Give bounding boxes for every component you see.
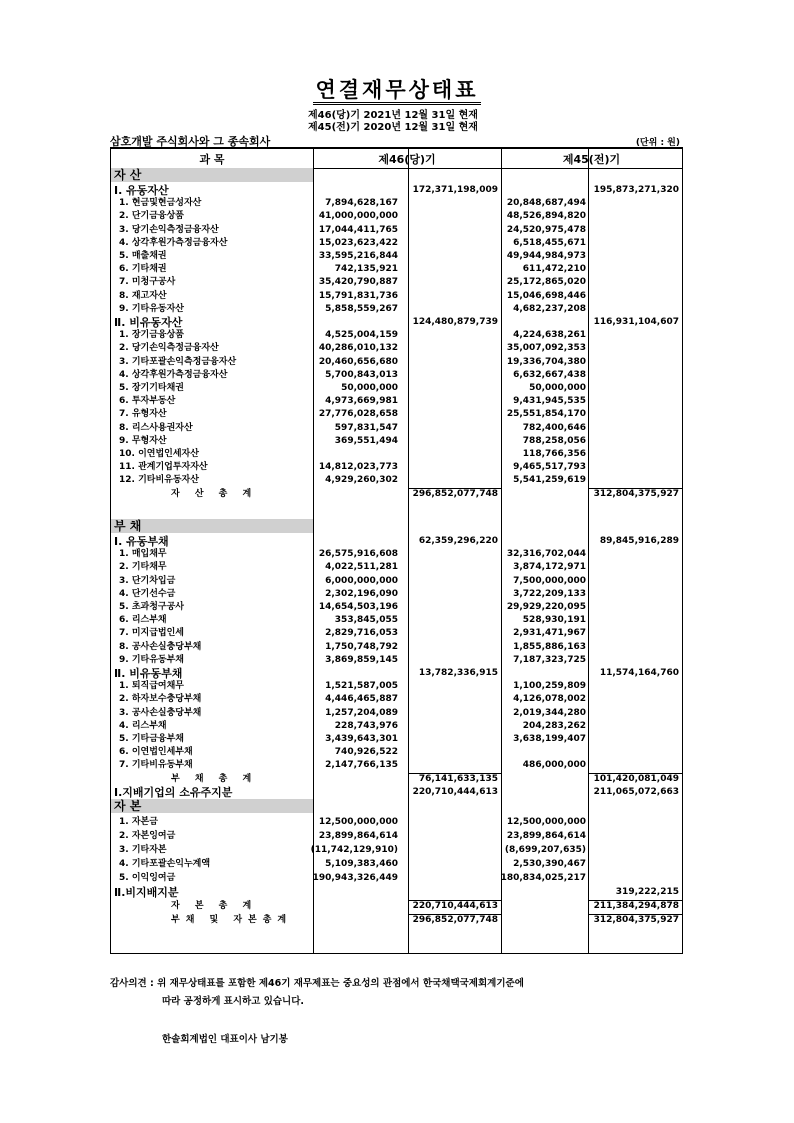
account-label: 2. 단기금융상품 — [119, 211, 184, 222]
account-label: Ⅱ. 비유동자산 — [114, 316, 183, 329]
prior-amount: 5,541,259,619 — [513, 475, 586, 486]
prior-amount: 4,682,237,208 — [513, 303, 586, 314]
account-label: Ⅱ.비지배지분 — [114, 886, 179, 899]
prior-amount: 788,258,056 — [522, 435, 586, 446]
table-row — [111, 435, 682, 448]
subtotal-row — [111, 786, 682, 799]
prior-amount: 195,873,271,320 — [593, 185, 679, 195]
prior-amount: 1,100,259,809 — [513, 681, 586, 692]
audit-opinion-line2: 따라 공정하게 표시하고 있습니다. — [162, 996, 305, 1007]
subtotal-row — [111, 535, 682, 548]
current-amount: 740,926,522 — [334, 747, 398, 758]
prior-amount: 19,336,704,380 — [506, 356, 586, 367]
account-label: 1. 퇴직급여채무 — [119, 681, 184, 692]
table-row — [111, 627, 682, 640]
table-row — [111, 830, 682, 843]
table-row — [111, 448, 682, 461]
table-row — [111, 548, 682, 561]
prior-amount: 35,007,092,353 — [506, 343, 586, 354]
table-row — [111, 601, 682, 614]
table-row — [111, 210, 682, 223]
account-label: 2. 당기손익측정금융자산 — [119, 343, 219, 354]
prior-amount: 50,000,000 — [529, 383, 586, 393]
current-amount: 6,000,000,000 — [325, 575, 398, 586]
account-label: 8. 공사손실충당부채 — [119, 641, 202, 652]
table-row — [111, 237, 682, 250]
total-rule — [408, 900, 501, 901]
table-row — [111, 342, 682, 355]
prior-amount: 9,465,517,793 — [513, 462, 586, 473]
prior-amount: 101,420,081,049 — [593, 773, 679, 784]
prior-amount: 4,224,638,261 — [513, 330, 586, 341]
prior-amount: 486,000,000 — [522, 760, 586, 771]
prior-amount: 782,400,646 — [522, 422, 586, 433]
account-label: 4. 상각후원가측정금융자산 — [119, 369, 228, 380]
account-label: 9. 기타유동부채 — [119, 654, 184, 665]
table-row — [111, 816, 682, 829]
current-amount: 369,551,494 — [334, 435, 398, 446]
account-label: 11. 관계기업투자자산 — [119, 462, 208, 473]
current-amount: 76,141,633,135 — [418, 773, 498, 784]
balance-sheet-table — [110, 147, 683, 954]
table-row — [111, 707, 682, 720]
total-rule — [588, 914, 682, 915]
current-amount: 228,743,976 — [334, 720, 398, 731]
table-row — [111, 276, 682, 289]
prior-amount: 25,551,854,170 — [506, 409, 586, 420]
current-amount: 2,147,766,135 — [325, 760, 398, 771]
account-label: 3. 기타포괄손익측정금융자산 — [119, 356, 237, 367]
table-row — [111, 858, 682, 871]
header-current: 제46(당)기 — [378, 153, 436, 166]
auditor-signature: 한솔회계법인 대표이사 남기봉 — [162, 1034, 288, 1045]
current-amount: 220,710,444,613 — [412, 901, 498, 911]
current-amount: 296,852,077,748 — [412, 915, 498, 925]
table-row — [111, 224, 682, 237]
prior-amount: 12,500,000,000 — [506, 817, 586, 827]
subtotal-row — [111, 886, 682, 899]
account-label: 3. 공사손실충당부채 — [119, 707, 202, 718]
account-label: 9. 무형자산 — [119, 435, 167, 446]
account-label: 7. 미청구공사 — [119, 277, 176, 288]
table-row — [111, 614, 682, 627]
current-amount: 40,286,010,132 — [318, 343, 398, 354]
account-label: 자 산 총 계 — [171, 488, 258, 499]
current-amount: 17,044,411,765 — [318, 224, 398, 235]
total-rule — [588, 488, 682, 489]
account-label: 자 본 총 계 — [171, 901, 258, 911]
prior-amount: 116,931,104,607 — [593, 317, 679, 327]
table-row — [111, 654, 682, 667]
header-prior: 제45(전)기 — [562, 153, 621, 166]
period-prior: 제45(전)기 2020년 12월 31일 현재 — [308, 122, 478, 133]
account-label: 2. 자본잉여금 — [119, 831, 176, 841]
section-heading: 부 채 — [111, 519, 313, 533]
total-rule — [588, 900, 682, 901]
prior-amount: 211,065,072,663 — [593, 786, 679, 797]
prior-amount: 11,574,164,760 — [599, 668, 679, 678]
current-amount: 597,831,547 — [334, 422, 398, 433]
header-account: 과 목 — [199, 153, 225, 166]
account-label: 4. 상각후원가측정금융자산 — [119, 237, 228, 248]
account-label: 7. 유형자산 — [119, 409, 167, 420]
current-amount: 5,109,383,460 — [325, 859, 398, 869]
table-row — [111, 329, 682, 342]
current-amount: 124,480,879,739 — [412, 317, 498, 327]
company-name: 삼호개발 주식회사와 그 종속회사 — [110, 135, 271, 148]
period-current: 제46(당)기 2021년 12월 31일 현재 — [308, 110, 478, 121]
prior-amount: 211,384,294,878 — [593, 901, 679, 911]
current-amount: 14,654,503,196 — [318, 602, 398, 612]
prior-amount: 29,929,220,095 — [506, 602, 586, 612]
total-row — [111, 900, 682, 913]
account-label: 5. 기타금융부채 — [119, 734, 184, 744]
account-label: Ⅰ. 유동자산 — [114, 184, 169, 197]
account-label: 5. 초과청구공사 — [119, 602, 184, 612]
current-amount: 27,776,028,658 — [318, 409, 398, 420]
current-amount: 62,359,296,220 — [418, 536, 498, 546]
table-row — [111, 693, 682, 706]
account-label: Ⅰ. 유동부채 — [114, 535, 169, 548]
account-label: 7. 미지급법인세 — [119, 628, 184, 639]
table-row — [111, 290, 682, 303]
current-amount: 1,750,748,792 — [325, 641, 398, 652]
table-row — [111, 422, 682, 435]
account-label: 1. 매입채무 — [119, 549, 167, 560]
unit-label: (단위 : 원) — [635, 138, 680, 148]
table-row — [111, 680, 682, 693]
account-label: 부채 및 자본총계 — [171, 915, 293, 925]
account-label: 6. 투자부동산 — [119, 396, 176, 407]
table-row — [111, 461, 682, 474]
account-label: 6. 기타채권 — [119, 264, 167, 275]
prior-amount: 89,845,916,289 — [599, 536, 679, 546]
current-amount: 1,521,587,005 — [325, 681, 398, 692]
current-amount: 220,710,444,613 — [412, 786, 498, 797]
account-label: 1. 자본금 — [119, 817, 158, 827]
account-label: 5. 매출채권 — [119, 251, 167, 261]
prior-amount: 9,431,945,535 — [513, 396, 586, 407]
current-amount: 13,782,336,915 — [418, 668, 498, 678]
current-amount: 353,845,055 — [334, 615, 398, 626]
current-amount: 3,439,643,301 — [325, 734, 398, 744]
prior-amount: 118,766,356 — [522, 449, 586, 459]
current-amount: 5,858,559,267 — [325, 303, 398, 314]
prior-amount: 3,874,172,971 — [513, 562, 586, 573]
current-amount: 20,460,656,680 — [318, 356, 398, 367]
prior-amount: 312,804,375,927 — [593, 915, 679, 925]
prior-amount: (8,699,207,635) — [504, 845, 586, 855]
current-amount: 26,575,916,608 — [318, 549, 398, 560]
current-amount: 50,000,000 — [341, 383, 398, 393]
current-amount: (11,742,129,910) — [310, 845, 398, 855]
current-amount: 4,973,669,981 — [325, 396, 398, 407]
account-label: 4. 단기선수금 — [119, 588, 176, 599]
table-row — [111, 561, 682, 574]
prior-amount: 4,126,078,002 — [513, 694, 586, 705]
account-label: Ⅰ.지배기업의 소유주지분 — [114, 785, 233, 799]
current-amount: 23,899,864,614 — [318, 831, 398, 841]
account-label: 9. 기타유동자산 — [119, 303, 184, 314]
account-label: 3. 당기손익측정금융자산 — [119, 224, 219, 235]
prior-amount: 3,638,199,407 — [513, 734, 586, 744]
prior-amount: 2,530,390,467 — [513, 859, 586, 869]
current-amount: 4,446,465,887 — [325, 694, 398, 705]
table-row — [111, 263, 682, 276]
current-amount: 4,525,004,159 — [325, 330, 398, 341]
prior-amount: 528,930,191 — [522, 615, 586, 626]
prior-amount: 23,899,864,614 — [506, 831, 586, 841]
account-label: 8. 재고자산 — [119, 290, 167, 301]
table-row — [111, 872, 682, 885]
prior-amount: 2,931,471,967 — [513, 628, 586, 639]
current-amount: 15,023,623,422 — [318, 237, 398, 248]
prior-amount: 48,526,894,820 — [506, 211, 586, 222]
table-row — [111, 382, 682, 395]
table-row — [111, 369, 682, 382]
prior-amount: 20,848,687,494 — [506, 198, 586, 209]
current-amount: 1,257,204,089 — [325, 707, 398, 718]
account-label: 부 채 총 계 — [171, 773, 258, 784]
account-label: 10. 이연법인세자산 — [119, 449, 199, 459]
current-amount: 14,812,023,773 — [318, 462, 398, 473]
table-row — [111, 197, 682, 210]
total-rule — [408, 773, 501, 774]
prior-amount: 312,804,375,927 — [593, 488, 679, 499]
section-heading: 자 본 — [111, 799, 313, 813]
table-row — [111, 356, 682, 369]
total-row — [111, 488, 682, 501]
current-amount: 4,929,260,302 — [325, 475, 398, 486]
current-amount: 5,700,843,013 — [325, 369, 398, 380]
account-label: 3. 단기차입금 — [119, 575, 176, 586]
prior-amount: 204,283,262 — [522, 720, 586, 731]
account-label: 2. 하자보수충당부채 — [119, 694, 202, 705]
total-rule — [408, 914, 501, 915]
prior-amount: 32,316,702,044 — [506, 549, 586, 560]
account-label: 1. 현금및현금성자산 — [119, 198, 202, 209]
account-label: 6. 리스부채 — [119, 615, 167, 626]
table-row — [111, 395, 682, 408]
current-amount: 296,852,077,748 — [412, 488, 498, 499]
table-row — [111, 303, 682, 316]
total-rule — [408, 488, 501, 489]
current-amount: 12,500,000,000 — [318, 817, 398, 827]
prior-amount: 2,019,344,280 — [513, 707, 586, 718]
prior-amount: 24,520,975,478 — [506, 224, 586, 235]
subtotal-row — [111, 184, 682, 197]
table-row — [111, 250, 682, 263]
current-amount: 33,595,216,844 — [318, 251, 398, 261]
account-label: 12. 기타비유동자산 — [119, 475, 199, 486]
account-label: 6. 이연법인세부채 — [119, 747, 193, 758]
table-row — [111, 408, 682, 421]
prior-amount: 1,855,886,163 — [513, 641, 586, 652]
account-label: 3. 기타자본 — [119, 845, 167, 855]
section-heading: 자 산 — [111, 168, 313, 182]
subtotal-row — [111, 667, 682, 680]
current-amount: 35,420,790,887 — [318, 277, 398, 288]
current-amount: 190,943,326,449 — [312, 873, 398, 883]
table-row — [111, 720, 682, 733]
prior-amount: 611,472,210 — [522, 264, 586, 275]
prior-amount: 3,722,209,133 — [513, 588, 586, 599]
prior-amount: 7,500,000,000 — [513, 575, 586, 586]
table-row — [111, 746, 682, 759]
current-amount: 742,135,921 — [334, 264, 398, 275]
account-label: 7. 기타비유동부채 — [119, 760, 193, 771]
table-row — [111, 588, 682, 601]
document-title: 연결재무상태표 — [0, 74, 794, 104]
account-label: Ⅱ. 비유동부채 — [114, 667, 183, 680]
current-amount: 2,829,716,053 — [325, 628, 398, 639]
table-row — [111, 844, 682, 857]
account-label: 4. 리스부채 — [119, 720, 167, 731]
current-amount: 2,302,196,090 — [325, 588, 398, 599]
table-header — [111, 149, 682, 169]
current-amount: 15,791,831,736 — [318, 290, 398, 301]
account-label: 5. 이익잉여금 — [119, 873, 176, 883]
subtotal-row — [111, 316, 682, 329]
prior-amount: 25,172,865,020 — [506, 277, 586, 288]
prior-amount: 180,834,025,217 — [500, 873, 586, 883]
account-label: 4. 기타포괄손익누계액 — [119, 859, 211, 869]
account-label: 1. 장기금융상품 — [119, 330, 184, 341]
account-label: 8. 리스사용권자산 — [119, 422, 193, 433]
account-label: 5. 장기기타채권 — [119, 383, 184, 393]
prior-amount: 7,187,323,725 — [513, 654, 586, 665]
current-amount: 41,000,000,000 — [318, 211, 398, 222]
prior-amount: 15,046,698,446 — [506, 290, 586, 301]
current-amount: 172,371,198,009 — [412, 185, 498, 195]
current-amount: 7,894,628,167 — [325, 198, 398, 209]
prior-amount: 49,944,984,973 — [506, 251, 586, 261]
table-row — [111, 575, 682, 588]
account-label: 2. 기타채무 — [119, 562, 167, 573]
prior-amount: 6,518,455,671 — [513, 237, 586, 248]
table-row — [111, 474, 682, 487]
current-amount: 4,022,511,281 — [325, 562, 398, 573]
prior-amount: 319,222,215 — [615, 887, 679, 897]
total-rule — [588, 773, 682, 774]
total-row — [111, 914, 682, 927]
table-row — [111, 733, 682, 746]
audit-opinion-line1: 감사의견 : 위 재무상태표를 포함한 제46기 재무제표는 중요성의 관점에서 한국채택국제회계기준에 — [110, 978, 524, 989]
total-row — [111, 773, 682, 786]
current-amount: 3,869,859,145 — [325, 654, 398, 665]
prior-amount: 6,632,667,438 — [513, 369, 586, 380]
table-row — [111, 641, 682, 654]
table-row — [111, 759, 682, 772]
